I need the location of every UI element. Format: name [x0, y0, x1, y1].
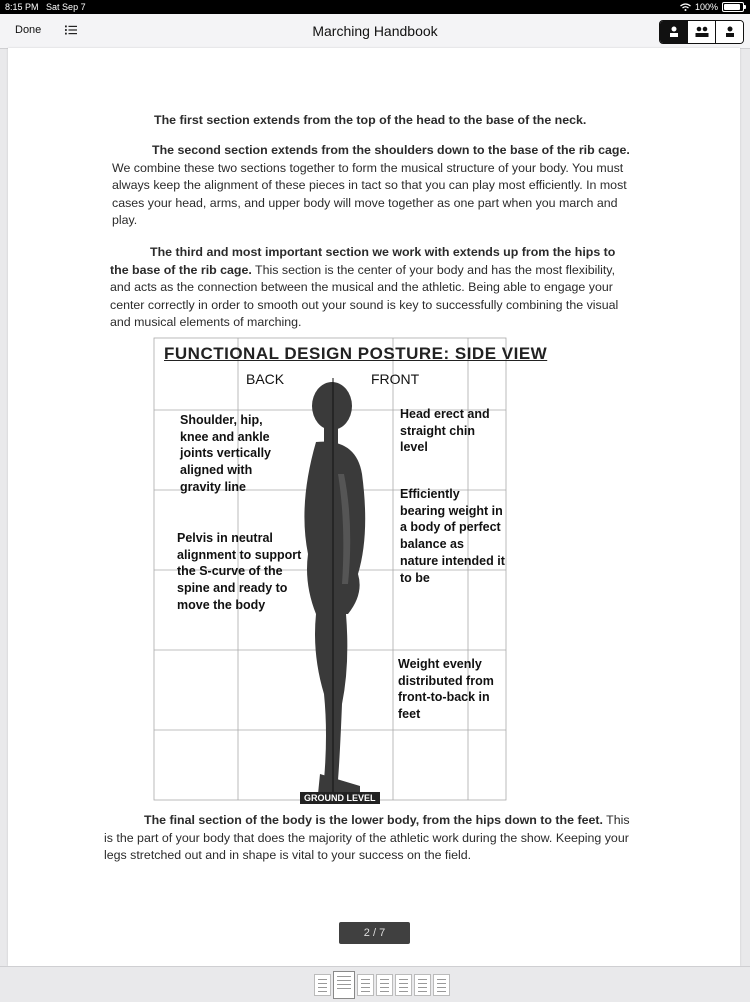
page-thumbnail[interactable] — [433, 974, 450, 996]
front-label: FRONT — [371, 371, 420, 387]
note-head-erect: Head erect and straight chin level — [400, 407, 490, 455]
skeleton-side-view — [304, 382, 365, 794]
thumbnail-bar — [0, 966, 750, 1001]
paragraph-3 — [110, 244, 634, 332]
battery-icon — [722, 2, 744, 12]
thumbnail-strip — [314, 974, 450, 1002]
posture-figure — [148, 334, 548, 804]
paragraph-4-body: This is the part of your body that does the majority of the athletic work during the show. Keeping your legs stretched out and in shape is vital to your success on the field. — [104, 813, 630, 862]
page-thumbnail[interactable] — [357, 974, 374, 996]
single-page-view-button[interactable] — [660, 21, 687, 43]
paragraph-2 — [112, 142, 632, 230]
back-label: BACK — [246, 371, 285, 387]
view-mode-segmented-control[interactable] — [659, 20, 744, 44]
page-thumbnail[interactable] — [414, 974, 431, 996]
note-joints-aligned: Shoulder, hip, knee and ankle joints vertically aligned with gravity line — [180, 413, 272, 494]
note-weight-distributed: Weight evenly distributed from front-to-back in feet — [398, 657, 494, 722]
note-pelvis-neutral: Pelvis in neutral alignment to support the S-curve of the spine and ready to move the body — [177, 531, 302, 612]
done-button[interactable]: Done — [15, 24, 42, 36]
toolbar — [0, 14, 750, 49]
battery-fill — [724, 4, 740, 10]
paragraph-1: The first section extends from the top of the head to the base of the neck. — [154, 113, 587, 127]
page-indicator: 2 / 7 — [339, 922, 410, 944]
cover-view-button[interactable] — [715, 21, 743, 43]
paragraph-2-body: We combine these two sections together to form the musical structure of your body. You must always keep the alignment of these pieces in tact so that you can play most efficiently. In most cases your head, arms, and upper body will move together as one part when you march and play. — [112, 160, 627, 227]
cover-page-icon — [725, 26, 735, 38]
paragraph-2-lead: The second section extends from the shoulders down to the base of the rib cage. — [152, 143, 630, 157]
two-page-view-button[interactable] — [687, 21, 715, 43]
page-thumbnail[interactable] — [333, 971, 355, 999]
document-page[interactable] — [8, 48, 740, 966]
page-thumbnail[interactable] — [314, 974, 331, 996]
list-icon[interactable] — [65, 25, 77, 35]
wifi-icon — [680, 3, 691, 11]
status-time-date: 8:15 PM Sat Sep 7 — [5, 2, 86, 12]
status-right — [680, 0, 744, 14]
status-bar — [0, 0, 750, 14]
paragraph-4 — [104, 812, 634, 865]
page-thumbnail[interactable] — [376, 974, 393, 996]
ground-level-label: GROUND LEVEL — [300, 792, 380, 804]
paragraph-3-body: This section is the center of your body and has the most flexibility, and acts as the connection between the musical and the athletic. Being able to engage your center correctly in order to smooth out your sound is key to successfully combining the visual and musical elements of marching. — [110, 262, 619, 329]
paragraph-4-lead: The final section of the body is the lower body, from the hips down to the feet. — [144, 813, 603, 827]
note-efficient-weight: Efficiently bearing weight in a body of perfect balance as nature intended it to be — [400, 487, 505, 585]
page-thumbnail[interactable] — [395, 974, 412, 996]
paragraph-3-lead: The third and most important section we work with extends up from the hips to the base of the rib cage. — [110, 245, 616, 277]
two-page-icon — [695, 26, 709, 38]
battery-percent: 100% — [694, 2, 718, 12]
document-title: Marching Handbook — [312, 23, 438, 39]
single-page-icon — [669, 26, 679, 38]
figure-title: FUNCTIONAL DESIGN POSTURE: SIDE VIEW — [164, 344, 548, 363]
